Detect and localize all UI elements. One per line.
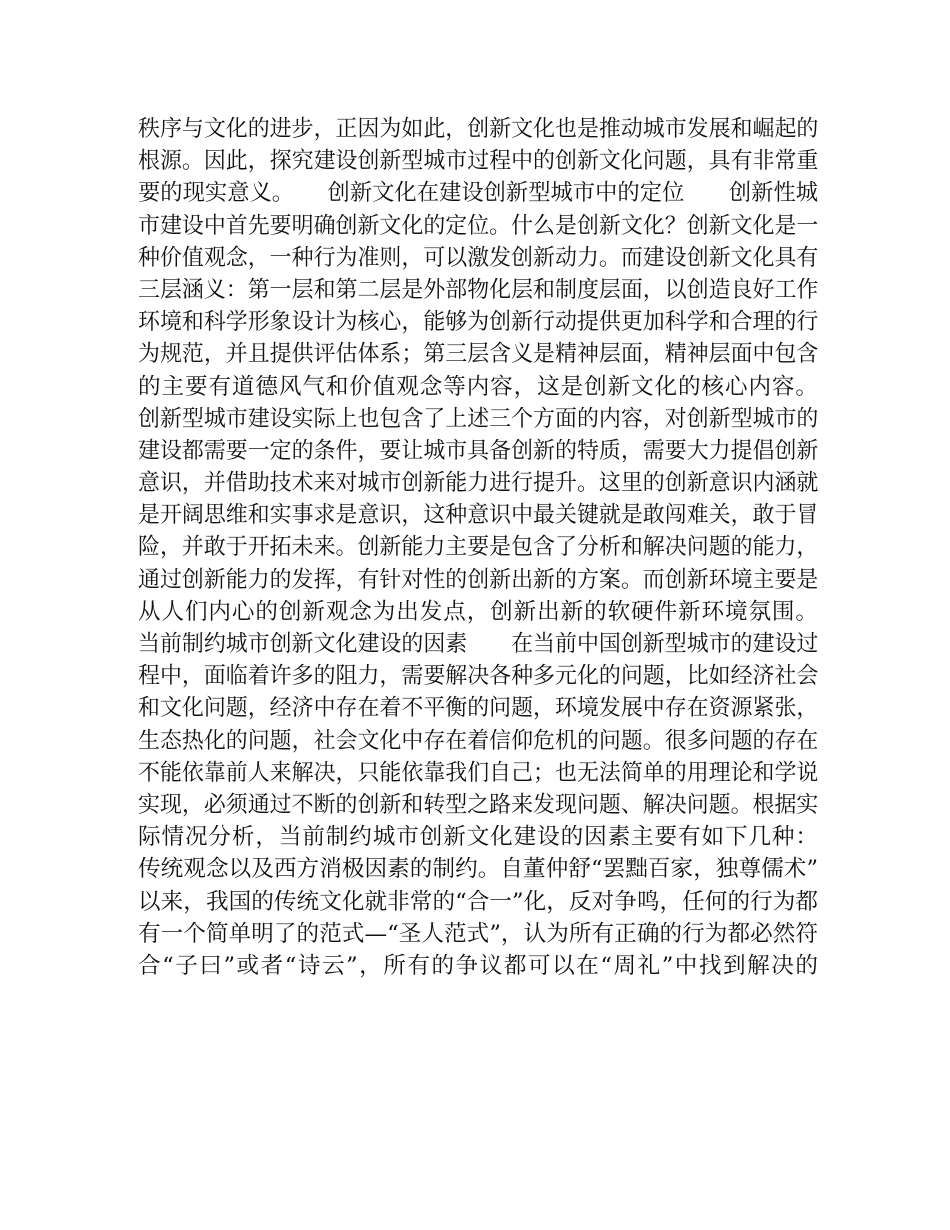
text-line: 创新型城市建设实际上也包含了上述三个方面的内容，对创新型城市的 bbox=[138, 405, 819, 432]
text-line: 际情况分析，当前制约城市创新文化建设的因素主要有如下几种： bbox=[138, 824, 818, 851]
text-line: 实现，必须通过不断的创新和转型之路来发现问题、解决问题。根据实 bbox=[138, 791, 819, 818]
text-line: 传统观念以及西方消极因素的制约。自董仲舒“罢黜百家，独尊儒术” bbox=[138, 856, 818, 883]
text-line: 根源。因此，探究建设创新型城市过程中的创新文化问题，具有非常重 bbox=[138, 148, 819, 175]
text-line: 和文化问题，经济中存在着不平衡的问题，环境发展中存在资源紧张， bbox=[138, 695, 819, 722]
text-line: 市建设中首先要明确创新文化的定位。什么是创新文化？创新文化是一 bbox=[138, 212, 819, 239]
text-line: 以来，我国的传统文化就非常的“合一”化，反对争鸣，任何的行为都 bbox=[138, 888, 818, 915]
text-line: 当前制约城市创新文化建设的因素 在当前中国创新型城市的建设过 bbox=[138, 631, 819, 657]
body-text bbox=[138, 113, 818, 982]
text-line: 秩序与文化的进步，正因为如此，创新文化也是推动城市发展和崛起的 bbox=[138, 116, 819, 142]
text-line: 为规范，并且提供评估体系；第三层含义是精神层面，精神层面中包含 bbox=[138, 341, 819, 368]
text-line: 通过创新能力的发挥，有针对性的创新出新的方案。而创新环境主要是 bbox=[138, 566, 819, 593]
text-line: 有一个简单明了的范式—“圣人范式”，认为所有正确的行为都必然符 bbox=[138, 920, 818, 947]
text-line: 程中，面临着许多的阻力，需要解决各种多元化的问题，比如经济社会 bbox=[138, 663, 819, 690]
text-line: 从人们内心的创新观念为出发点，创新出新的软硬件新环境氛围。 bbox=[138, 598, 818, 625]
text-line: 的主要有道德风气和价值观念等内容，这是创新文化的核心内容。 bbox=[138, 373, 818, 400]
text-line: 要的现实意义。 创新文化在建设创新型城市中的定位 创新性城 bbox=[138, 180, 819, 207]
text-line: 建设都需要一定的条件，要让城市具备创新的特质，需要大力提倡创新 bbox=[138, 437, 819, 464]
text-line: 环境和科学形象设计为核心，能够为创新行动提供更加科学和合理的行 bbox=[138, 309, 819, 336]
text-line: 种价值观念，一种行为准则，可以激发创新动力。而建设创新文化具有 bbox=[138, 244, 819, 271]
text-line: 合“子曰”或者“诗云”，所有的争议都可以在“周礼”中找到解决的 bbox=[138, 952, 818, 979]
text-line: 险，并敢于开拓未来。创新能力主要是包含了分析和解决问题的能力， bbox=[138, 534, 819, 561]
text-line: 生态热化的问题，社会文化中存在着信仰危机的问题。很多问题的存在 bbox=[138, 727, 819, 754]
text-line: 意识，并借助技术来对城市创新能力进行提升。这里的创新意识内涵就 bbox=[138, 470, 819, 497]
text-line: 是开阔思维和实事求是意识，这种意识中最关键就是敢闯难关，敢于冒 bbox=[138, 502, 819, 529]
text-line: 三层涵义：第一层和第二层是外部物化层和制度层面，以创造良好工作 bbox=[138, 276, 819, 303]
text-line: 不能依靠前人来解决，只能依靠我们自己；也无法简单的用理论和学说 bbox=[138, 759, 819, 786]
